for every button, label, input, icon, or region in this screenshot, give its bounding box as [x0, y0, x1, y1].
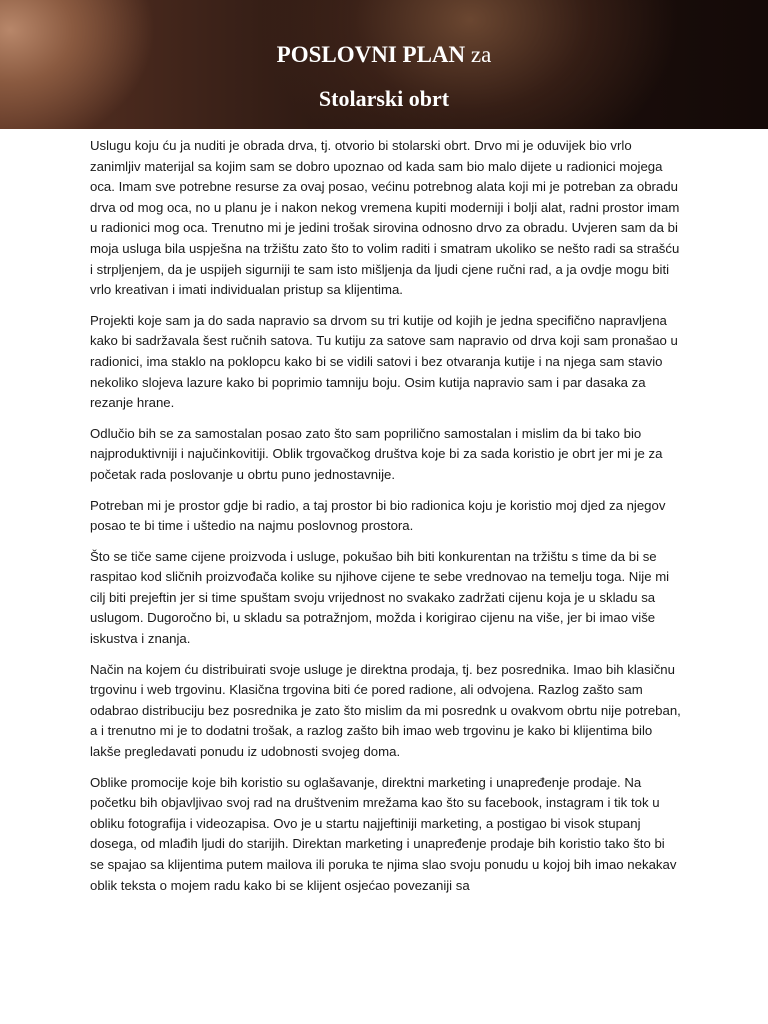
- paragraph-business-form: Odlučio bih se za samostalan posao zato što sam poprilično samostalan i mislim da bi tako bio najproduktivniji i najučinkovitiji. Oblik trgovačkog društva koje bi za sada koristio je obrt jer mi je za početak rada poslovanje u obrtu puno jednostavnije.: [90, 425, 663, 482]
- paragraph-workspace: Potreban mi je prostor gdje bi radio, a taj prostor bi bio radionica koju je koristio moj djed za njegov posao te bi time i uštedio na najmu poslovnog prostora.: [90, 497, 666, 534]
- document-title: [0, 40, 768, 70]
- document-body: [90, 136, 682, 906]
- header-banner: [0, 0, 768, 129]
- paragraph-service: Uslugu koju ću ja nuditi je obrada drva, tj. otvorio bi stolarski obrt. Drvo mi je oduvijek bio vrlo zanimljiv materijal sa kojim sam se dobro upoznao od kada sam bio malo dijete u radionici mojega oca. Imam sve potrebne resurse za ovaj posao, većinu potrebnog alata koji mi je potreban za obradu drva od mog oca, no u planu je i nakon nekog vremena kupiti moderniji i bolji alat, radni prostor imam u radionici mog oca. Trenutno mi je jedini trošak sirovina odnosno drvo za obradu. Uvjeren sam da bi moja usluga bila uspješna na tržištu zato što to volim raditi i smatram ukoliko se nešto radi sa strašću i strpljenjem, da je uspijeh sigurniji te sam isto mišljenja da ljudi cjene ručni rad, a ja ovdje mogu biti vrlo kreativan i imati individualan pristup sa klijentima.: [90, 138, 680, 298]
- document-subtitle: Stolarski obrt: [318, 86, 450, 111]
- paragraph-distribution: Način na kojem ću distribuirati svoje usluge je direktna prodaja, tj. bez posrednika. Imao bih klasičnu trgovinu i web trgovinu. Klasična trgovina biti će pored radione, ali odvojena. Razlog zašto sam odabrao distribuciju bez posrednika je zato što mislim da mi posrednk u ovakvom obrtu nije potreban, a i trenutno mi je to dodatni trošak, a razlog zašto bih imao web trgovinu je kako bi klijentima bilo lakše pregledavati ponudu iz udobnosti svojeg doma.: [90, 661, 681, 760]
- title-main: POSLOVNI PLAN: [276, 42, 466, 67]
- title-za: za: [470, 42, 492, 67]
- paragraph-projects: Projekti koje sam ja do sada napravio sa drvom su tri kutije od kojih je jedna specifično napravljena kako bi sadržavala šest ručnih satova. Tu kutiju za satove sam napravio od drva koji sam pronašao u radionici, ima staklo na poklopcu kako bi se vidili satovi i bez otvaranja kutije i na njega sam stavio nekoliko slojeva lazure kako bi poprimio tamniju boju. Osim kutija napravio sam i par dasaka za rezanje hrane.: [90, 312, 678, 411]
- paragraph-promotion: Oblike promocije koje bih koristio su oglašavanje, direktni marketing i unapređenje prodaje. Na početku bih objavljivao svoj rad na društvenim mrežama kao što su facebook, instagram i tik tok u obliku fotografija i videozapisa. Ovo je u startu najjeftiniji marketing, a postigao bi visok stupanj dosega, od mlađih ljudi do starijih. Direktan marketing i unapređenje prodaje bih koristio tako što bi se spajao sa klijentima putem mailova ili poruka te njima slao svoju ponudu u kojoj bih imao nekakav oblik teksta o mojem radu kako bi se klijent osjećao povezaniji sa: [90, 774, 677, 893]
- paragraph-pricing: Što se tiče same cijene proizvoda i usluge, pokušao bih biti konkurentan na tržištu s time da bi se raspitao kod sličnih proizvođača kolike su njihove cijene te sebe vrednovao na temelju toga. Nije mi cilj biti prejeftin jer si time spuštam svoju vrijednost no svakako zadržati cijenu koja je u skladu sa uslugom. Dugoročno bi, u skladu sa potražnjom, možda i korigirao cijenu na više, jer bi imao više iskustva i znanja.: [90, 548, 670, 647]
